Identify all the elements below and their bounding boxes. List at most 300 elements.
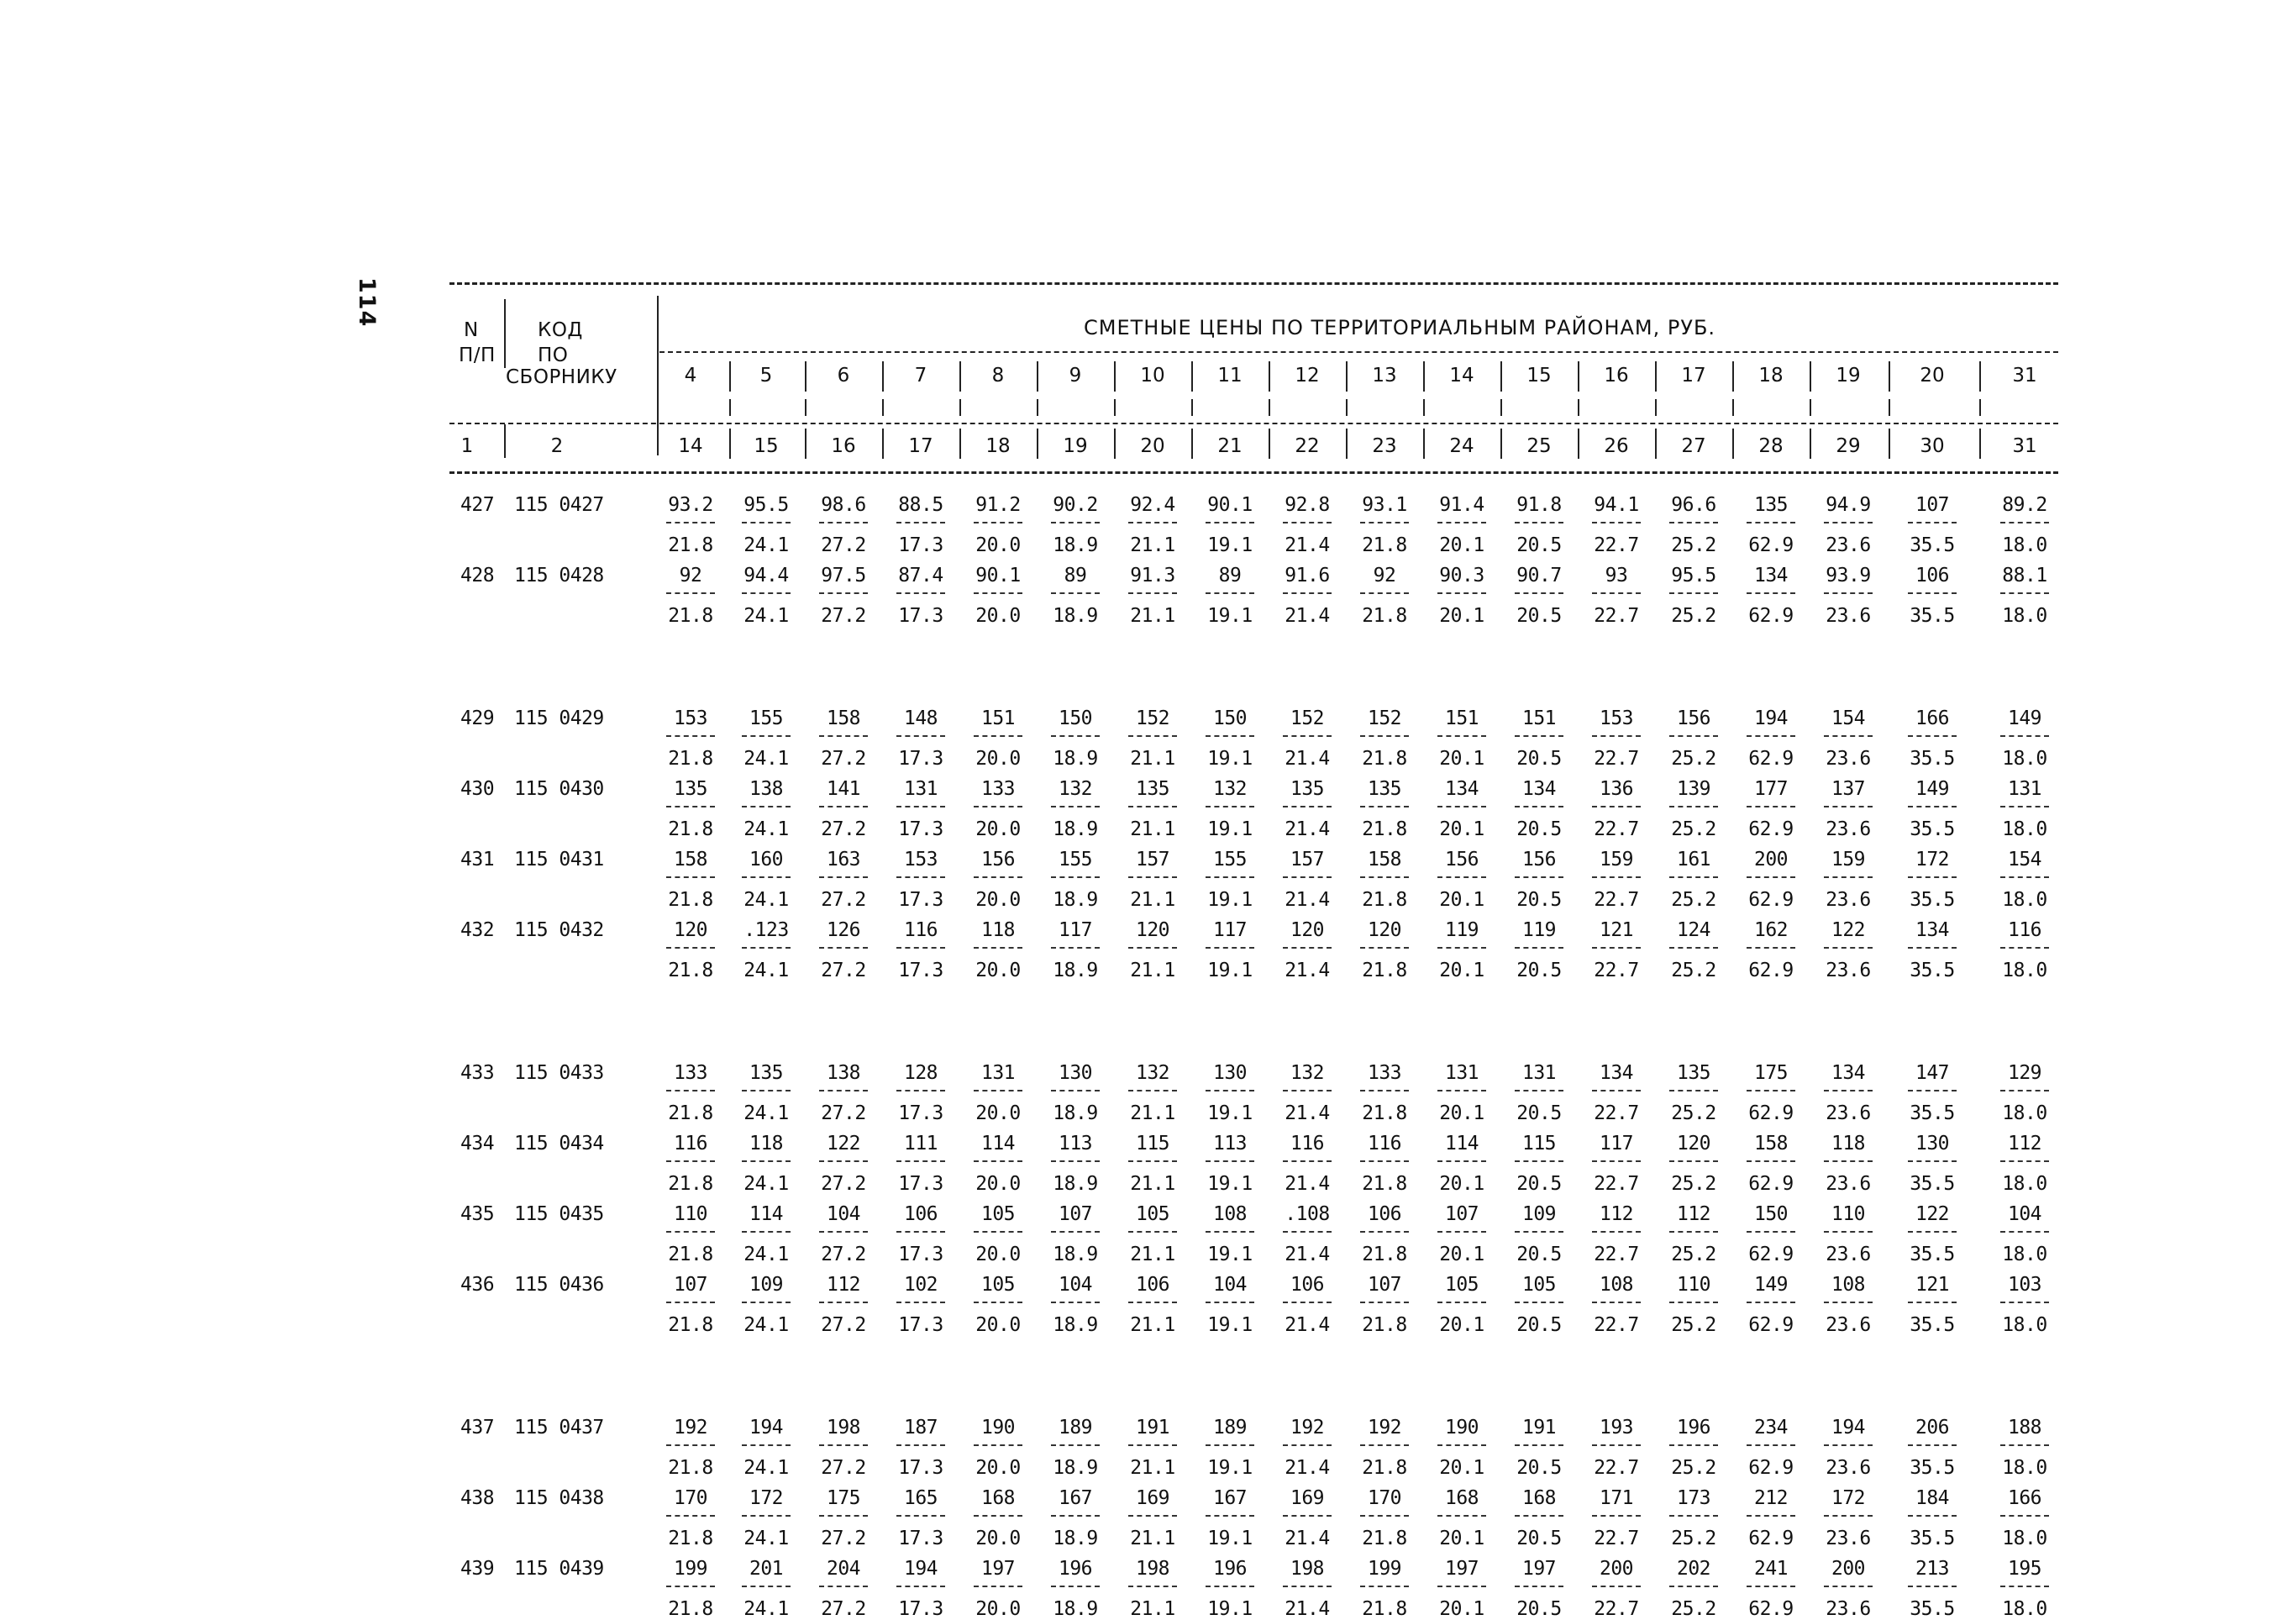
header-vbar <box>1423 399 1425 416</box>
divisor-cell: 21.8 <box>1362 1244 1407 1265</box>
divisor-cell: 17.3 <box>898 1457 943 1479</box>
price-cell: 154 <box>1831 707 1866 729</box>
divisor-cell: 24.1 <box>743 960 789 981</box>
fraction-line <box>742 1160 791 1162</box>
divisor-cell: 21.4 <box>1285 534 1330 556</box>
price-cell: 130 <box>1915 1133 1950 1155</box>
header-vbar <box>959 361 961 392</box>
price-cell: 135 <box>673 778 708 800</box>
price-cell: 105 <box>980 1203 1016 1225</box>
price-cell: 196 <box>1676 1417 1711 1439</box>
price-cell: 114 <box>749 1203 784 1225</box>
divisor-cell: 18.9 <box>1053 605 1098 627</box>
divisor-cell: 20.5 <box>1516 605 1562 627</box>
divisor-cell: 21.8 <box>668 960 713 981</box>
divisor-cell: 25.2 <box>1671 748 1716 770</box>
price-cell: 134 <box>1444 778 1479 800</box>
fraction-line <box>666 1302 715 1303</box>
price-cell: 149 <box>1753 1274 1789 1296</box>
divisor-cell: 19.1 <box>1207 1528 1253 1549</box>
fraction-line <box>742 1302 791 1303</box>
divisor-cell: 21.8 <box>1362 534 1407 556</box>
fraction-line <box>819 806 868 807</box>
divisor-cell: 24.1 <box>743 748 789 770</box>
price-cell: 172 <box>749 1487 784 1509</box>
divisor-cell: 21.1 <box>1130 1598 1175 1620</box>
header-vbar <box>1114 429 1116 459</box>
fraction-line <box>1747 1302 1795 1303</box>
price-cell: 147 <box>1915 1062 1950 1084</box>
district-header: 5 <box>759 365 773 387</box>
fraction-line <box>1437 1231 1486 1233</box>
fraction-line <box>1283 1231 1332 1233</box>
fraction-line <box>1824 1231 1873 1233</box>
divisor-cell: 21.8 <box>668 1528 713 1549</box>
divisor-cell: 21.8 <box>1362 1457 1407 1479</box>
fraction-line <box>1128 876 1177 878</box>
fraction-line <box>896 806 945 807</box>
price-cell: 112 <box>1676 1203 1711 1225</box>
price-cell: 107 <box>1444 1203 1479 1225</box>
divisor-cell: 18.9 <box>1053 1528 1098 1549</box>
divisor-cell: 22.7 <box>1594 818 1639 840</box>
colnum-header: 23 <box>1372 435 1397 457</box>
header-vbar <box>882 429 884 459</box>
fraction-line <box>1437 735 1486 737</box>
fraction-line <box>1051 806 1100 807</box>
row-code: 115 0437 <box>514 1417 604 1439</box>
divisor-cell: 19.1 <box>1207 1598 1253 1620</box>
price-cell: 112 <box>1599 1203 1634 1225</box>
price-cell: 90.1 <box>1207 494 1253 516</box>
price-cell: 115 <box>1135 1133 1170 1155</box>
price-cell: 162 <box>1753 919 1789 941</box>
price-cell: 91.8 <box>1516 494 1562 516</box>
district-header: 11 <box>1217 365 1243 387</box>
fraction-line <box>1669 1444 1718 1446</box>
divisor-cell: 22.7 <box>1594 1102 1639 1124</box>
fraction-line <box>1747 1231 1795 1233</box>
header-vbar <box>1732 399 1734 416</box>
row-number: 427 <box>460 494 495 516</box>
price-cell: 131 <box>1444 1062 1479 1084</box>
price-cell: 175 <box>1753 1062 1789 1084</box>
fraction-line <box>1437 1160 1486 1162</box>
fraction-line <box>1051 522 1100 523</box>
divisor-cell: 25.2 <box>1671 1244 1716 1265</box>
price-cell: 134 <box>1753 565 1789 586</box>
price-cell: 187 <box>903 1417 938 1439</box>
header-vbar <box>805 361 806 392</box>
fraction-line <box>1824 806 1873 807</box>
fraction-line <box>1824 1302 1873 1303</box>
fraction-line <box>896 1586 945 1587</box>
header-vbar <box>805 429 806 459</box>
fraction-line <box>1360 876 1409 878</box>
fraction-line <box>974 876 1022 878</box>
fraction-line <box>1128 522 1177 523</box>
fraction-line <box>1747 592 1795 594</box>
divisor-cell: 19.1 <box>1207 1314 1253 1336</box>
fraction-line <box>1747 1586 1795 1587</box>
fraction-line <box>1206 1160 1254 1162</box>
price-cell: 198 <box>826 1417 861 1439</box>
fraction-line <box>742 947 791 949</box>
divisor-cell: 19.1 <box>1207 960 1253 981</box>
fraction-line <box>1128 592 1177 594</box>
price-cell: 89 <box>1064 565 1087 586</box>
fraction-line <box>1592 947 1641 949</box>
header-code-label-2: ПО <box>538 345 569 366</box>
price-cell: 129 <box>2007 1062 2042 1084</box>
fraction-line <box>1360 947 1409 949</box>
colnum-left: 1 <box>460 435 474 457</box>
fraction-line <box>1128 1160 1177 1162</box>
divisor-cell: 21.8 <box>1362 818 1407 840</box>
fraction-line <box>1824 1586 1873 1587</box>
price-cell: 104 <box>1212 1274 1248 1296</box>
price-cell: 128 <box>903 1062 938 1084</box>
divisor-cell: 17.3 <box>898 960 943 981</box>
fraction-line <box>1360 1090 1409 1091</box>
divisor-cell: 21.4 <box>1285 818 1330 840</box>
divisor-cell: 21.1 <box>1130 960 1175 981</box>
price-cell: 141 <box>826 778 861 800</box>
fraction-line <box>1437 522 1486 523</box>
price-cell: 107 <box>1058 1203 1093 1225</box>
divisor-cell: 27.2 <box>821 1457 866 1479</box>
divisor-cell: 24.1 <box>743 1314 789 1336</box>
colnum-header: 25 <box>1526 435 1552 457</box>
district-header: 15 <box>1526 365 1552 387</box>
fraction-line <box>1515 522 1563 523</box>
fraction-line <box>742 1090 791 1091</box>
divisor-cell: 25.2 <box>1671 960 1716 981</box>
fraction-line <box>896 1090 945 1091</box>
fraction-line <box>1128 947 1177 949</box>
fraction-line <box>1283 1515 1332 1517</box>
divisor-cell: 27.2 <box>821 1528 866 1549</box>
fraction-line <box>1051 592 1100 594</box>
fraction-line <box>1747 735 1795 737</box>
fraction-line <box>1051 1302 1100 1303</box>
row-number: 439 <box>460 1558 495 1580</box>
price-cell: 197 <box>1521 1558 1557 1580</box>
divisor-cell: 21.8 <box>668 889 713 911</box>
divisor-cell: 21.1 <box>1130 1314 1175 1336</box>
fraction-line <box>1824 522 1873 523</box>
price-cell: 151 <box>1521 707 1557 729</box>
fraction-line <box>1360 1586 1409 1587</box>
divisor-cell: 25.2 <box>1671 818 1716 840</box>
price-cell: 137 <box>1831 778 1866 800</box>
district-header: 19 <box>1836 365 1861 387</box>
fraction-line <box>666 876 715 878</box>
price-cell: 131 <box>1521 1062 1557 1084</box>
divisor-cell: 20.5 <box>1516 1314 1562 1336</box>
district-header: 8 <box>991 365 1005 387</box>
divisor-cell: 21.8 <box>668 1457 713 1479</box>
price-cell: 107 <box>673 1274 708 1296</box>
header-vbar <box>1889 399 1890 416</box>
price-cell: 167 <box>1058 1487 1093 1509</box>
price-cell: 133 <box>1367 1062 1402 1084</box>
fraction-line <box>1360 1160 1409 1162</box>
divisor-cell: 18.0 <box>2002 534 2047 556</box>
price-cell: 106 <box>1367 1203 1402 1225</box>
divisor-cell: 23.6 <box>1826 605 1871 627</box>
price-cell: 166 <box>2007 1487 2042 1509</box>
divisor-cell: 20.1 <box>1439 1528 1484 1549</box>
divisor-cell: 17.3 <box>898 818 943 840</box>
price-cell: 156 <box>1444 849 1479 870</box>
divisor-cell: 24.1 <box>743 1598 789 1620</box>
fraction-line <box>1908 1444 1957 1446</box>
fraction-line <box>1128 1302 1177 1303</box>
divisor-cell: 18.9 <box>1053 1244 1098 1265</box>
price-cell: 106 <box>1290 1274 1325 1296</box>
divisor-cell: 27.2 <box>821 534 866 556</box>
colnum-header: 22 <box>1295 435 1320 457</box>
price-cell: 110 <box>1676 1274 1711 1296</box>
header-vbar <box>1500 361 1502 392</box>
price-cell: 93.9 <box>1826 565 1871 586</box>
price-cell: 152 <box>1290 707 1325 729</box>
fraction-line <box>1669 1515 1718 1517</box>
fraction-line <box>666 735 715 737</box>
fraction-line <box>896 876 945 878</box>
price-cell: 105 <box>1135 1203 1170 1225</box>
header-vbar <box>1889 361 1890 392</box>
fraction-line <box>742 1444 791 1446</box>
fraction-line <box>666 522 715 523</box>
header-vbar <box>1269 429 1270 459</box>
price-cell: 199 <box>1367 1558 1402 1580</box>
price-cell: 158 <box>1753 1133 1789 1155</box>
fraction-line <box>666 1160 715 1162</box>
fraction-line <box>974 1302 1022 1303</box>
fraction-line <box>742 735 791 737</box>
fraction-line <box>1592 1444 1641 1446</box>
divisor-cell: 19.1 <box>1207 889 1253 911</box>
fraction-line <box>1360 1302 1409 1303</box>
price-cell: 136 <box>1599 778 1634 800</box>
price-cell: 161 <box>1676 849 1711 870</box>
price-cell: 94.9 <box>1826 494 1871 516</box>
price-cell: 106 <box>903 1203 938 1225</box>
divisor-cell: 18.0 <box>2002 818 2047 840</box>
divisor-cell: 20.0 <box>975 960 1021 981</box>
divisor-cell: 24.1 <box>743 534 789 556</box>
header-vbar <box>1979 361 1981 392</box>
divisor-cell: 21.1 <box>1130 534 1175 556</box>
price-cell: 106 <box>1135 1274 1170 1296</box>
price-cell: 149 <box>2007 707 2042 729</box>
fraction-line <box>1206 522 1254 523</box>
fraction-line <box>1592 1090 1641 1091</box>
price-cell: 121 <box>1599 919 1634 941</box>
fraction-line <box>1515 947 1563 949</box>
price-cell: 197 <box>980 1558 1016 1580</box>
price-cell: 194 <box>1753 707 1789 729</box>
price-cell: 172 <box>1915 849 1950 870</box>
fraction-line <box>1515 876 1563 878</box>
header-vbar <box>1655 429 1657 459</box>
fraction-line <box>1669 1090 1718 1091</box>
fraction-line <box>1206 1586 1254 1587</box>
row-code: 115 0431 <box>514 849 604 870</box>
row-number: 432 <box>460 919 495 941</box>
header-vbar <box>1578 399 1579 416</box>
fraction-line <box>1908 1090 1957 1091</box>
district-header: 12 <box>1295 365 1320 387</box>
colnum-header: 16 <box>831 435 856 457</box>
price-cell: 118 <box>749 1133 784 1155</box>
divisor-cell: 62.9 <box>1748 748 1794 770</box>
district-header: 14 <box>1449 365 1474 387</box>
header-vbar <box>657 296 659 455</box>
price-cell: 94.4 <box>743 565 789 586</box>
price-cell: 90.1 <box>975 565 1021 586</box>
price-cell: 132 <box>1135 1062 1170 1084</box>
divisor-cell: 27.2 <box>821 748 866 770</box>
price-cell: 158 <box>673 849 708 870</box>
row-code: 115 0436 <box>514 1274 604 1296</box>
price-cell: 92.4 <box>1130 494 1175 516</box>
fraction-line <box>1908 1586 1957 1587</box>
header-vbar <box>1655 361 1657 392</box>
divisor-cell: 27.2 <box>821 818 866 840</box>
header-vbar <box>1037 429 1038 459</box>
price-cell: 190 <box>980 1417 1016 1439</box>
divisor-cell: 23.6 <box>1826 1598 1871 1620</box>
header-vbar <box>959 429 961 459</box>
row-number: 428 <box>460 565 495 586</box>
price-cell: 135 <box>749 1062 784 1084</box>
divisor-cell: 17.3 <box>898 605 943 627</box>
price-cell: 114 <box>1444 1133 1479 1155</box>
fraction-line <box>666 1586 715 1587</box>
fraction-line <box>1437 1444 1486 1446</box>
price-cell: 113 <box>1212 1133 1248 1155</box>
divisor-cell: 20.1 <box>1439 748 1484 770</box>
divisor-cell: 22.7 <box>1594 1173 1639 1195</box>
price-cell: 157 <box>1290 849 1325 870</box>
divisor-cell: 18.0 <box>2002 1244 2047 1265</box>
divisor-cell: 21.8 <box>668 1102 713 1124</box>
divisor-cell: 21.8 <box>668 1173 713 1195</box>
fraction-line <box>1669 806 1718 807</box>
divisor-cell: 21.4 <box>1285 889 1330 911</box>
fraction-line <box>1669 592 1718 594</box>
fraction-line <box>819 1302 868 1303</box>
price-cell: 93.1 <box>1362 494 1407 516</box>
divisor-cell: 20.0 <box>975 605 1021 627</box>
fraction-line <box>1908 806 1957 807</box>
divisor-cell: 21.4 <box>1285 1244 1330 1265</box>
fraction-line <box>1669 1231 1718 1233</box>
row-code: 115 0438 <box>514 1487 604 1509</box>
district-header: 7 <box>914 365 927 387</box>
price-cell: 133 <box>980 778 1016 800</box>
fraction-line <box>1669 947 1718 949</box>
fraction-line <box>1437 1515 1486 1517</box>
header-vbar <box>1114 399 1116 416</box>
price-cell: 153 <box>1599 707 1634 729</box>
price-cell: 172 <box>1831 1487 1866 1509</box>
price-cell: 95.5 <box>1671 565 1716 586</box>
header-title: СМЕТНЫЕ ЦЕНЫ ПО ТЕРРИТОРИАЛЬНЫМ РАЙОНАМ, РУБ. <box>1084 316 1716 339</box>
divisor-cell: 20.0 <box>975 818 1021 840</box>
divisor-cell: 17.3 <box>898 1173 943 1195</box>
header-vbar <box>1732 429 1734 459</box>
price-cell: 92 <box>1373 565 1396 586</box>
header-vbar <box>1500 399 1502 416</box>
colnum-header: 18 <box>985 435 1011 457</box>
divisor-cell: 20.0 <box>975 1598 1021 1620</box>
divisor-cell: 23.6 <box>1826 534 1871 556</box>
fraction-line <box>1206 806 1254 807</box>
price-cell: 109 <box>1521 1203 1557 1225</box>
divisor-cell: 25.2 <box>1671 1457 1716 1479</box>
price-cell: 135 <box>1135 778 1170 800</box>
price-cell: 89 <box>1218 565 1242 586</box>
fraction-line <box>1592 806 1641 807</box>
fraction-line <box>1051 1444 1100 1446</box>
price-cell: 108 <box>1212 1203 1248 1225</box>
price-cell: 193 <box>1599 1417 1634 1439</box>
price-cell: 155 <box>749 707 784 729</box>
price-cell: 90.2 <box>1053 494 1098 516</box>
divisor-cell: 21.4 <box>1285 1173 1330 1195</box>
fraction-line <box>1592 1586 1641 1587</box>
fraction-line <box>1360 522 1409 523</box>
fraction-line <box>1360 592 1409 594</box>
price-cell: 197 <box>1444 1558 1479 1580</box>
price-cell: 122 <box>826 1133 861 1155</box>
fraction-line <box>1437 947 1486 949</box>
divisor-cell: 18.9 <box>1053 534 1098 556</box>
colnum-header: 17 <box>908 435 933 457</box>
header-vbar <box>1346 399 1348 416</box>
fraction-line <box>2000 1302 2049 1303</box>
header-vbar <box>1269 361 1270 392</box>
divisor-cell: 21.8 <box>1362 748 1407 770</box>
fraction-line <box>1592 735 1641 737</box>
price-cell: 97.5 <box>821 565 866 586</box>
fraction-line <box>2000 947 2049 949</box>
divisor-cell: 35.5 <box>1910 1528 1955 1549</box>
price-cell: 115 <box>1521 1133 1557 1155</box>
divisor-cell: 20.0 <box>975 1314 1021 1336</box>
price-cell: 113 <box>1058 1133 1093 1155</box>
fraction-line <box>1908 876 1957 878</box>
header-vbar <box>1423 429 1425 459</box>
divisor-cell: 20.1 <box>1439 1314 1484 1336</box>
divisor-cell: 27.2 <box>821 1314 866 1336</box>
header-vbar <box>504 424 506 458</box>
header-vbar <box>1810 399 1811 416</box>
divisor-cell: 21.1 <box>1130 1528 1175 1549</box>
header-bottom-rule <box>449 471 2058 474</box>
fraction-line <box>1051 1515 1100 1517</box>
row-number: 429 <box>460 707 495 729</box>
divisor-cell: 19.1 <box>1207 748 1253 770</box>
fraction-line <box>666 806 715 807</box>
divisor-cell: 23.6 <box>1826 1102 1871 1124</box>
row-number: 434 <box>460 1133 495 1155</box>
divisor-cell: 62.9 <box>1748 1173 1794 1195</box>
